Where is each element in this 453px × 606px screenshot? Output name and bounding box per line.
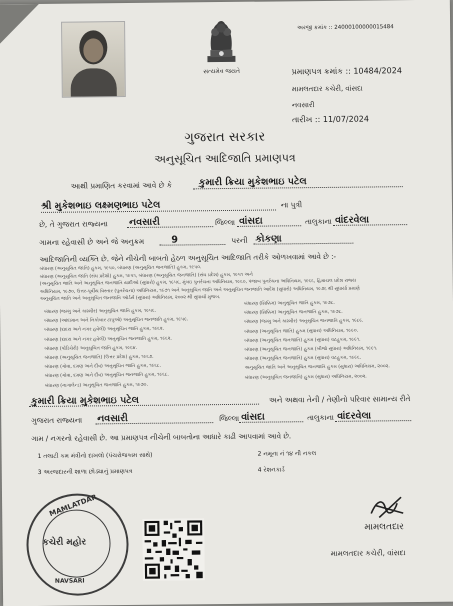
state-emblem-icon — [201, 16, 242, 72]
right-orders-list: બંધારણ (સિક્કિમ) અનુસૂચિત જાતિ હુકમ, ૧૯૭૮. બંધારણ (સિક્કિમ) અનુસૂચિત જનજાતિ હુકમ, ૧૯૭૮. બંધારણ (જમ્મુ અને કાશ્મીર) અનુસૂચિત જનજાતિ હુકમ, ૧૯૮૯. બંધારણ (અનુસૂચિત જાતિ) હુકમ (સુધારા) અધિનિયમ, ૧૯૯૦. બંધારણ (અનુસૂચિત જનજાતિ) હુકમ (સુધારા) વટહુકમ, ૧૯૯૧. બંધારણ (અનુસૂચિત જનજાતિ) હુકમ (બીજો સુધારા) અધિનિયમ, ૧૯૯૧. બંધારણ (અનુસૂચિત જનજાતિ) હુકમ (સુધારા) વટહુકમ, ૧૯૯૬. અનુસૂચિત જાતિ અને અનુસૂચિત જનજાતિ હુકમ (સુધારા) અધિનિયમ, ૨૦૦૨. બંધારણ (અનુસૂચિત જનજાતિ) હુકમ (સુધારા) અધિનિયમ, ૨૦૦૨. — [243, 300, 390, 381]
certificate-title: અનુસૂચિત આદિજાતિ પ્રમાણપત્ર — [154, 151, 296, 166]
holder-name-repeat: કુમારી ક્રિયા મુકેશભાઇ પટેલ — [30, 394, 139, 408]
issuing-office: મામલતદાર કચેરી, વાંસદા — [291, 84, 363, 94]
village-value-repeat: વાંદરવેલા — [337, 410, 372, 422]
father-name: શ્રી મુકેશભાઇ લક્ષ્મણભાઇ પટેલ — [40, 199, 161, 212]
taluka-value-repeat: વાંસદા — [241, 411, 265, 423]
schedule-entry-number: 9 — [171, 234, 179, 246]
left-orders-list: બંધારણ (જમ્મુ અને કાશ્મીર) અનુસૂચિત જાતિ હુકમ, ૧૯૫૬. બંધારણ (આંદામાન અને નિકોબાર ટાપુઓ) અનુસૂચિત જનજાતિ હુકમ, ૧૯૫૯. બંધારણ (દાદરા અને નગર હવેલી) અનુસૂચિત જાતિ હુકમ, ૧૯૬૨. બંધારણ (દાદરા અને નગર હવેલી) અનુસૂચિત જનજાતિ હુકમ, ૧૯૬૨. બંધારણ (પોંડિચેરી) અનુસૂચિત જાતિ હુકમ, ૧૯૬૪. બંધારણ (અનુસૂચિત જનજાતિ) (ઉત્તર પ્રદેશ) હુકમ, ૧૯૬૭. બંધારણ (ગોવા, દમણ અને દીવ) અનુસૂચિત જાતિ હુકમ, ૧૯૬૮. બંધારણ (ગોવા, દમણ અને દીવ) અનુસૂચિત જનજાતિ હુકમ, ૧૯૬૮. બંધારણ (નાગાલેન્ડ) અનુસૂચિત જનજાતિ હુકમ, ૧૯૭૦. — [44, 308, 189, 389]
emblem-caption: સત્યમેવ જયતે — [203, 67, 240, 76]
relation-text: ના પુત્રી — [280, 200, 303, 210]
applicant-photo — [61, 21, 126, 98]
state-text: છે, તે ગુજરાત રાજ્યના — [39, 219, 108, 229]
signature-mark — [367, 495, 407, 521]
certificate-page: સત્યમેવ જયતે અરજી ક્રમાંક :: 24000100000015484 પ્રમાણપત્ર ક્રમાંક :: 10484/2024 મામલતદાર કચેરી, વાંસદા નવસારી તારીખ :: 11/07/2024 ગુજરાત સરકાર અનુસૂચિત આદિજાતિ પ્રમાણપત્ર આથી પ્રમાણિત કરવામાં આવે છે કે કુમારી ક્રિયા મુકેશભાઇ પટેલ શ્રી મુકેશભાઇ લક્ષ્મણભાઇ પટેલ ના પુત્રી છે, તે ગુજરાત રાજ્યના નવસારી જિલ્લા વાંસદા તાલુકાના વાંદરવેલા ગામના રહેવાસી છે અને જે અનુક્રમ 9 પરની કોકણા આદિજાતિની વ્યક્તિ છે. જેને નીચેની બાબતો હેઠળ અનુસૂચિત આદિજાતિ તરીકે ઓળખવામાં આવે છે :- બંધારણ (અનુસૂચિત જાતિ) હુકમ, ૧૯૫૦, બંધારણ (અનુસૂચિત જનજાતિ) હુકમ, ૧૯૫૦. બંધારણ (અનુસૂચિત જાતિ (સંઘ પ્રદેશો) હુકમ, ૧૯૫૧, બંધારણ (અનુસૂચિત જનજાતિ) (સંઘ પ્રદેશ) હુકમ, ૧૯૫૧ અને (અનુસૂચિત જાતિ અને અનુસૂચિત જનજાતિ યાદીઓ (સુધારો) હુકમ, ૧૯૫૬, મુંબઇ પુનર્રચના અધિનિયમ, ૧૯૬૦, પંજાબ પુનર્રચના અધિનિયમ, ૧૯૬૬, હિમાચલ પ્રદેશ રાજ્ય અધિનિયમ, ૧૯૭૦, ઉત્તર-પૂર્વીય વિસ્તાર (પુનર્રચના) અધિનિયમ, ૧૯૭૧ અને અનુસૂચિત જાતિ અને અનુસૂચિત જનજાતિ આદેશ (સુધારો) અધિનિયમ, ૧૯૭૬ થી સુધાર્યા પ્રમાણે અનુસૂચિત જાતિ અને અનુસૂચિત જનજાતિ ઓર્ડર્સ (સુધારા) અધિનિયમ, ૨૦૦૨ થી સુધાર્યા મુજબ. બંધારણ (જમ્મુ અને કાશ્મીર) અનુસૂચિત જાતિ હુકમ, ૧૯૫૬. બંધારણ (આંદામાન અને નિકોબાર ટાપુઓ) અનુસૂચિત જનજાતિ હુકમ, ૧૯૫૯. બંધારણ (દાદરા અને નગર હવેલી) અનુસૂચિત જાતિ હુકમ, ૧૯૬૨. બંધારણ (દાદરા અને નગર હવેલી) અનુસૂચિત જનજાતિ હુકમ, ૧૯૬૨. બંધારણ (પોંડિચેરી) અનુસૂચિત જાતિ હુકમ, ૧૯૬૪. બંધારણ (અનુસૂચિત જનજાતિ) (ઉત્તર પ્રદેશ) હુકમ, ૧૯૬૭. બંધારણ (ગોવા, દમણ અને દીવ) અનુસૂચિત જાતિ હુકમ, ૧૯૬૮. બંધારણ (ગોવા, દમણ અને દીવ) અનુસૂચિત જનજાતિ હુકમ, ૧૯૬૮. બંધારણ (નાગાલેન્ડ) અનુસૂચિત જનજાતિ હુકમ, ૧૯૭૦. બંધારણ (સિક્કિમ) અનુસૂચિત જાતિ હુકમ, ૧૯૭૮. બંધારણ (સિક્કિમ) અનુસૂચિત જનજાતિ હુકમ, ૧૯૭૮. બંધારણ (જમ્મુ અને કાશ્મીર) અનુસૂચિત જનજાતિ હુકમ, ૧૯૮૯. બંધારણ (અનુસૂચિત જાતિ) હુકમ (સુધારા) અધિનિયમ, ૧૯૯૦. બંધારણ (અનુસૂચિત જનજાતિ) હુકમ (સુધારા) વટહુકમ, ૧૯૯૧. બંધારણ (અનુસૂચિત જનજાતિ) હુકમ (બીજો સુધારા) અધિનિયમ, ૧૯૯૧. બંધારણ (અનુસૂચિત જનજાતિ) હુકમ (સુધારા) વટહુકમ, ૧૯૯૬. અનુસૂચિત જાતિ અને અનુસૂચિત જનજાતિ હુકમ (સુધારા) અધિનિયમ, ૨૦૦૨. બંધારણ (અનુસૂચિત જનજાતિ) હુકમ (સુધારા) અધિનિયમ, ૨૦૦૨. કુમારી ક્રિયા મુકેશભાઇ પટેલ અને અથવા તેની / તેણીનો પરિવાર સામાન્ય રીતે ગુજરાત રાજ્યના નવસારી જિલ્લા વાંસદા તાલુકાના વાંદરવેલા ગામ / નગરનો રહેવાસી છે. આ પ્રમાણપત્ર નીચેની બાબતોના આધારે કાઢી આપવામાં આવે છે. 1 તલાટી કમ મંત્રીનો દાખલો (પંચરોજકામ સાથે) 2 નમૂના નં ૧૪ ની નકલ 3 અરજદારની શાળા છોડ્યાનું પ્રમાણપત્ર 4 રેશનકાર્ડ MAMLATDAR કચેરી મહોર NAVSARI મામલતદાર મામલતદાર કચેરી, વાંસદા — [0, 0, 453, 606]
issuing-district: નવસારી — [291, 101, 315, 110]
issue-date: તારીખ :: 11/07/2024 — [292, 114, 369, 125]
application-number: અરજી ક્રમાંક :: 24000100000015484 — [297, 24, 394, 32]
signatory-title: મામલતદાર — [364, 522, 404, 533]
residence-text: અને અથવા તેની / તેણીનો પરિવાર સામાન્ય રીતે — [268, 394, 411, 405]
basis-item-1: 1 તલાટી કમ મંત્રીનો દાખલો (પંચરોજકામ સાથે) — [37, 451, 153, 460]
certificate-number: પ્રમાણપત્ર ક્રમાંક :: 10484/2024 — [291, 66, 402, 77]
basis-item-4: 4 રેશનકાર્ડ — [257, 466, 285, 474]
district-value: નવસારી — [129, 216, 160, 229]
government-title: ગુજરાત સરકાર — [184, 129, 266, 146]
signatory-office: મામલતદાર કચેરી, વાંસદા — [330, 548, 406, 558]
basis-item-2: 2 નમૂના નં ૧૪ ની નકલ — [257, 450, 317, 458]
certify-text: આથી પ્રમાણિત કરવામાં આવે છે કે — [70, 180, 173, 191]
orders-list: બંધારણ (અનુસૂચિત જાતિ) હુકમ, ૧૯૫૦, બંધારણ (અનુસૂચિત જનજાતિ) હુકમ, ૧૯૫૦. બંધારણ (અનુસૂચિત જાતિ (સંઘ પ્રદેશો) હુકમ, ૧૯૫૧, બંધારણ (અનુસૂચિત જનજાતિ) (સંઘ પ્રદેશ) હુકમ, ૧૯૫૧ અને (અનુસૂચિત જાતિ અને અનુસૂચિત જનજાતિ યાદીઓ (સુધારો) હુકમ, ૧૯૫૬, મુંબઇ પુનર્રચના અધિનિયમ, ૧૯૬૦, પંજાબ પુનર્રચના અધિનિયમ, ૧૯૬૬, હિમાચલ પ્રદેશ રાજ્ય અધિનિયમ, ૧૯૭૦, ઉત્તર-પૂર્વીય વિસ્તાર (પુનર્રચના) અધિનિયમ, ૧૯૭૧ અને અનુસૂચિત જાતિ અને અનુસૂચિત જનજાતિ આદેશ (સુધારો) અધિનિયમ, ૧૯૭૬ થી સુધાર્યા પ્રમાણે અનુસૂચિત જાતિ અને અનુસૂચિત જનજાતિ ઓર્ડર્સ (સુધારા) અધિનિયમ, ૨૦૦૨ થી સુધાર્યા મુજબ. — [39, 265, 360, 303]
village-value: વાંદરવેલા — [335, 214, 370, 226]
recognition-text: આદિજાતિની વ્યક્તિ છે. જેને નીચેની બાબતો હેઠળ અનુસૂચિત આદિજાતિ તરીકે ઓળખવામાં આવે છે :- — [39, 251, 337, 264]
issue-basis-text: ગામ / નગરનો રહેવાસી છે. આ પ્રમાણપત્ર નીચેની બાબતોના આધારે કાઢી આપવામાં આવે છે. — [31, 431, 292, 444]
district-value-repeat: નવસારી — [97, 413, 128, 425]
folded-corner — [0, 4, 39, 46]
tribe-name: કોકણા — [255, 233, 282, 245]
taluka-value: વાંસદા — [239, 215, 263, 227]
qr-code — [142, 518, 205, 581]
basis-item-3: 3 અરજદારની શાળા છોડ્યાનું પ્રમાણપત્ર — [37, 467, 133, 476]
holder-name: કુમારી ક્રિયા મુકેશભાઇ પટેલ — [198, 176, 307, 189]
